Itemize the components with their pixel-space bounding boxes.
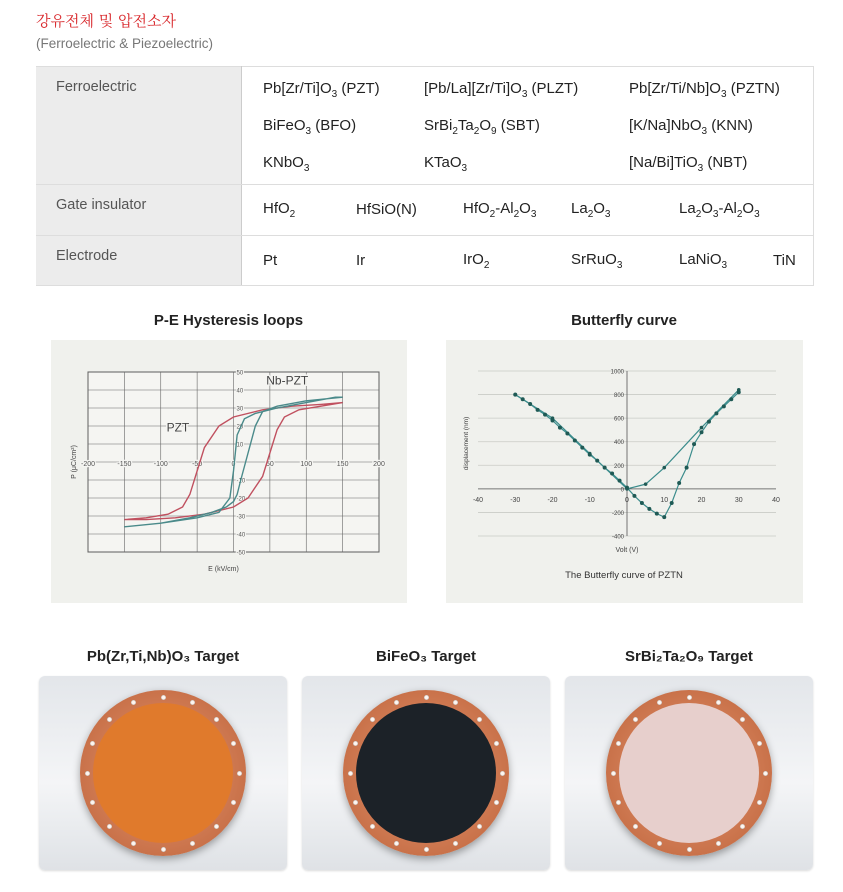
ferroelectric-values — [242, 67, 814, 185]
bolt-hole — [348, 771, 353, 776]
x-tick-label: 20 — [697, 496, 706, 504]
bolt-hole — [757, 800, 762, 805]
data-point — [677, 481, 681, 485]
target-face-bfo — [356, 703, 496, 843]
gate-insulator-material: HfSiO(N) — [356, 201, 417, 218]
data-point — [536, 408, 540, 412]
bolt-hole — [353, 741, 358, 746]
gate-insulator-label: Gate insulator — [36, 185, 242, 236]
y-tick-label: -20 — [236, 496, 246, 503]
x-tick-label: 50 — [265, 461, 274, 468]
bolt-hole — [90, 741, 95, 746]
y-tick-label: -10 — [236, 478, 246, 485]
bolt-hole — [394, 841, 399, 846]
data-point — [722, 404, 726, 408]
electrode-label: Electrode — [36, 236, 242, 286]
bolt-hole — [190, 841, 195, 846]
data-point — [610, 472, 614, 476]
page-subtitle-english: (Ferroelectric & Piezoelectric) — [36, 36, 214, 51]
butterfly-chart — [446, 340, 803, 603]
target-title-pztn: Pb(Zr,Ti,Nb)O₃ Target — [86, 648, 240, 665]
butterfly-chart-panel — [446, 340, 803, 603]
bolt-hole — [740, 717, 745, 722]
bolt-hole — [716, 841, 721, 846]
data-point — [644, 482, 648, 486]
ferroelectric-material: $SrBi_2Ta_2O_9$ (SBT) — [424, 117, 540, 137]
pe-hysteresis-chart — [51, 340, 407, 603]
y-axis-label: P (μC/cm²) — [71, 445, 78, 479]
ferroelectric-label: Ferroelectric — [36, 67, 242, 185]
x-tick-label: -100 — [153, 461, 168, 468]
electrode-material: Ir — [356, 252, 366, 269]
ferroelectric-material: $[Pb/La][Zr/Ti]O_3$ (PLZT) — [424, 80, 579, 100]
bolt-hole — [657, 700, 662, 705]
y-tick-label: 600 — [613, 416, 624, 423]
x-tick-label: 150 — [336, 461, 349, 468]
data-point — [528, 402, 532, 406]
y-tick-label: 10 — [236, 442, 244, 449]
bolt-hole — [214, 824, 219, 829]
bolt-hole — [90, 800, 95, 805]
y-tick-label: 400 — [613, 440, 624, 447]
x-tick-label: -200 — [80, 461, 96, 468]
bolt-hole — [494, 741, 499, 746]
target-title-sbt: SrBi₂Ta₂O₉ Target — [625, 648, 753, 665]
data-point — [551, 416, 555, 420]
pe-chart-panel — [51, 340, 407, 603]
bolt-hole — [231, 800, 236, 805]
target-disk — [343, 690, 509, 856]
target-face-sbt — [619, 703, 759, 843]
x-tick-label: 0 — [625, 496, 629, 504]
y-tick-label: 200 — [613, 463, 624, 470]
electrode-material: SrRuO$_3$ — [571, 250, 623, 271]
data-point — [588, 452, 592, 456]
bolt-hole — [500, 771, 505, 776]
ferroelectric-material: [Na/Bi]TiO$_3$ (NBT) — [629, 154, 748, 174]
y-tick-label: 800 — [613, 393, 624, 400]
electrode-list — [263, 236, 813, 285]
data-point — [558, 426, 562, 430]
bolt-hole — [131, 700, 136, 705]
bolt-hole — [394, 700, 399, 705]
data-point — [513, 393, 517, 397]
gate-insulator-list — [263, 185, 813, 234]
x-tick-label: -150 — [117, 461, 132, 468]
bolt-hole — [716, 700, 721, 705]
bolt-hole — [740, 824, 745, 829]
x-tick-label: -50 — [192, 461, 203, 468]
y-tick-label: 50 — [236, 370, 244, 377]
y-tick-label: -50 — [236, 550, 246, 557]
bolt-hole — [131, 841, 136, 846]
ferroelectric-material: [K/Na]NbO$_3$ (KNN) — [629, 117, 753, 137]
y-tick-label: 20 — [236, 424, 244, 431]
target-face-pztn — [93, 703, 233, 843]
ferroelectric-material: $Pb[Zr/Ti]O_3$ (PZT) — [263, 80, 380, 100]
gate-insulator-material: $La_2O_3$ — [571, 199, 611, 220]
target-disk — [80, 690, 246, 856]
data-point — [662, 466, 666, 470]
data-point — [618, 479, 622, 483]
bolt-hole — [214, 717, 219, 722]
bolt-hole — [231, 741, 236, 746]
bolt-hole — [687, 847, 692, 852]
data-point — [632, 494, 636, 498]
bolt-hole — [633, 717, 638, 722]
materials-table — [36, 66, 814, 286]
ferroelectric-material: $Pb[Zr/Ti/Nb]O_3$ (PZTN) — [629, 80, 780, 100]
x-tick-label: 100 — [300, 461, 313, 468]
bolt-hole — [477, 824, 482, 829]
x-tick-label: -10 — [584, 496, 595, 504]
bolt-hole — [161, 847, 166, 852]
data-point — [700, 426, 704, 430]
pe-chart-title: P-E Hysteresis loops — [153, 312, 304, 329]
electrode-material: LaNiO$_3$ — [679, 250, 728, 271]
ferroelectric-material: KNbO$_3$ — [263, 154, 310, 174]
data-point — [640, 501, 644, 505]
bolt-hole — [494, 800, 499, 805]
page-title-korean: 강유전체 및 압전소자 — [36, 12, 176, 30]
target-photo-bfo — [302, 676, 550, 870]
target-photo-pztn — [39, 676, 287, 870]
y-tick-label: 1000 — [610, 369, 624, 376]
y-tick-label: -200 — [611, 510, 624, 517]
x-tick-label: 10 — [660, 496, 669, 504]
data-point — [655, 512, 659, 516]
x-tick-label: 40 — [772, 496, 780, 504]
x-tick-label: -20 — [547, 496, 558, 504]
y-tick-label: 30 — [236, 406, 244, 413]
bolt-hole — [763, 771, 768, 776]
data-point — [565, 431, 569, 435]
data-point — [662, 515, 666, 519]
data-point — [543, 413, 547, 417]
gate-insulator-material: $HfO_2-Al_2O_3$ — [463, 199, 537, 220]
gate-insulator-material: $La_2O_3-Al_2O_3$ — [679, 199, 760, 220]
bolt-hole — [190, 700, 195, 705]
annotation-nb-pzt: Nb-PZT — [266, 373, 309, 388]
data-point — [692, 442, 696, 446]
bolt-hole — [370, 717, 375, 722]
data-point — [729, 397, 733, 401]
butterfly-chart-title: Butterfly curve — [571, 312, 677, 329]
y-tick-label: -30 — [236, 514, 246, 521]
chart-caption: The Butterfly curve of PZTN — [565, 570, 683, 581]
bolt-hole — [657, 841, 662, 846]
annotation-pzt: PZT — [166, 420, 190, 435]
data-point — [737, 388, 741, 392]
data-point — [700, 430, 704, 434]
bolt-hole — [616, 741, 621, 746]
data-point — [685, 466, 689, 470]
bolt-hole — [633, 824, 638, 829]
bolt-hole — [237, 771, 242, 776]
y-tick-label: -40 — [236, 532, 246, 539]
y-tick-label: -400 — [611, 534, 624, 541]
y-axis-label: displacement (nm) — [463, 416, 470, 471]
gate-insulator-values — [242, 185, 814, 236]
electrode-material: TiN — [773, 252, 796, 269]
x-tick-label: -30 — [510, 496, 521, 504]
electrode-values — [242, 236, 814, 286]
bolt-hole — [616, 800, 621, 805]
ferroelectric-material: BiFeO$_3$ (BFO) — [263, 117, 357, 137]
data-point — [595, 459, 599, 463]
x-axis-label: Volt (V) — [615, 547, 639, 554]
bolt-hole — [370, 824, 375, 829]
data-point — [714, 411, 718, 415]
bolt-hole — [757, 741, 762, 746]
bolt-hole — [107, 717, 112, 722]
x-tick-label: 200 — [373, 461, 385, 468]
bolt-hole — [424, 695, 429, 700]
data-point — [603, 466, 607, 470]
bolt-hole — [453, 700, 458, 705]
x-axis-label: E (kV/cm) — [208, 566, 239, 573]
data-point — [573, 439, 577, 443]
bolt-hole — [477, 717, 482, 722]
x-tick-label: 0 — [231, 461, 236, 468]
bolt-hole — [687, 695, 692, 700]
bolt-hole — [611, 771, 616, 776]
ferroelectric-list — [263, 67, 813, 178]
x-tick-label: -40 — [472, 496, 484, 504]
data-point — [521, 397, 525, 401]
bolt-hole — [85, 771, 90, 776]
target-title-bfo: BiFeO₃ Target — [375, 648, 476, 665]
bolt-hole — [107, 824, 112, 829]
electrode-material: IrO$_2$ — [463, 250, 490, 271]
x-tick-label: 30 — [734, 496, 743, 504]
electrode-material: Pt — [263, 252, 278, 269]
gate-insulator-material: HfO$_2$ — [263, 199, 296, 220]
target-disk — [606, 690, 772, 856]
data-point — [670, 501, 674, 505]
bolt-hole — [353, 800, 358, 805]
data-point — [580, 446, 584, 450]
y-tick-label: 0 — [620, 487, 624, 494]
ferroelectric-material: KTaO$_3$ — [424, 154, 468, 174]
data-point — [707, 420, 711, 424]
y-tick-label: 40 — [236, 388, 244, 395]
target-photo-sbt — [565, 676, 813, 870]
data-point — [625, 487, 629, 491]
bolt-hole — [453, 841, 458, 846]
bolt-hole — [424, 847, 429, 852]
bolt-hole — [161, 695, 166, 700]
data-point — [647, 507, 651, 511]
